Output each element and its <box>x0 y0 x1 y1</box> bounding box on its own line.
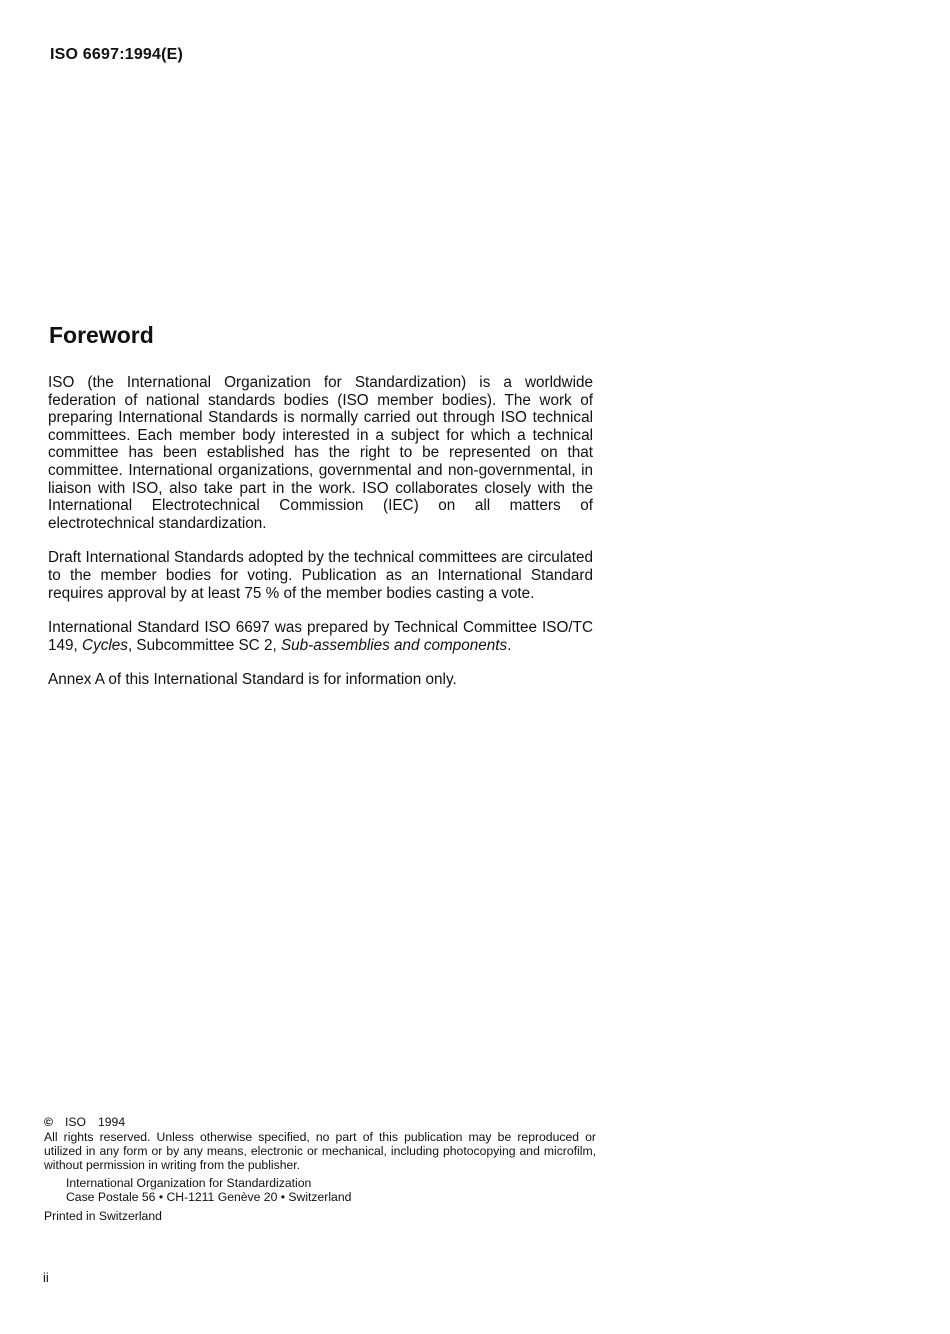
foreword-body <box>48 374 593 706</box>
p3-text-2: , Subcommittee SC 2, <box>127 636 281 654</box>
p3-text-1: International Standard ISO 6697 was prepared by Technical Committee ISO/TC 149, <box>48 619 593 654</box>
copyright-year: 1994 <box>97 1115 126 1129</box>
foreword-paragraph-1: ISO (the International Organization for Standardization) is a worldwide federation of national standards bodies (ISO member bodies). The work of preparing International Standards is normally carried out through ISO technical committees. Each member body interested in a subject for which a technical committee has been established has the right to be represented on that committee. International organizations, governmental and non-governmental, in liaison with ISO, also take part in the work. ISO collaborates closely with the International Electrotechnical Commission (IEC) on all matters of electrotechnical standardization. <box>48 374 593 532</box>
page-number: ii <box>43 1270 49 1285</box>
publisher-address <box>66 1176 596 1204</box>
address-line-2: Case Postale 56 • CH-1211 Genève 20 • Switzerland <box>66 1190 352 1204</box>
foreword-paragraph-2: Draft International Standards adopted by the technical committees are circulated to the member bodies for voting. Publication as an International Standard requires approval by at least 75 % of the member bodies casting a vote. <box>48 549 593 602</box>
p3-text-3: . <box>507 636 512 654</box>
copyright-symbol: © <box>44 1115 53 1129</box>
copyright-line <box>44 1115 596 1129</box>
section-title: Foreword <box>49 322 154 348</box>
address-line-1: International Organization for Standardization <box>66 1176 312 1190</box>
p3-italic-cycles: Cycles <box>82 636 128 654</box>
p3-italic-subassemblies: Sub-assemblies and components <box>280 636 508 654</box>
printed-in: Printed in Switzerland <box>44 1209 162 1223</box>
copyright-block <box>44 1115 596 1223</box>
rights-statement: All rights reserved. Unless otherwise specified, no part of this publication may be reproduced or utilized in any form or by any means, electronic or mechanical, including photocopying and microfilm, without permission in writing from the publisher. <box>44 1130 596 1172</box>
foreword-paragraph-4: Annex A of this International Standard is for information only. <box>48 671 457 689</box>
copyright-org: ISO <box>64 1115 86 1129</box>
foreword-paragraph-3 <box>48 619 593 654</box>
document-id: ISO 6697:1994(E) <box>50 46 184 63</box>
